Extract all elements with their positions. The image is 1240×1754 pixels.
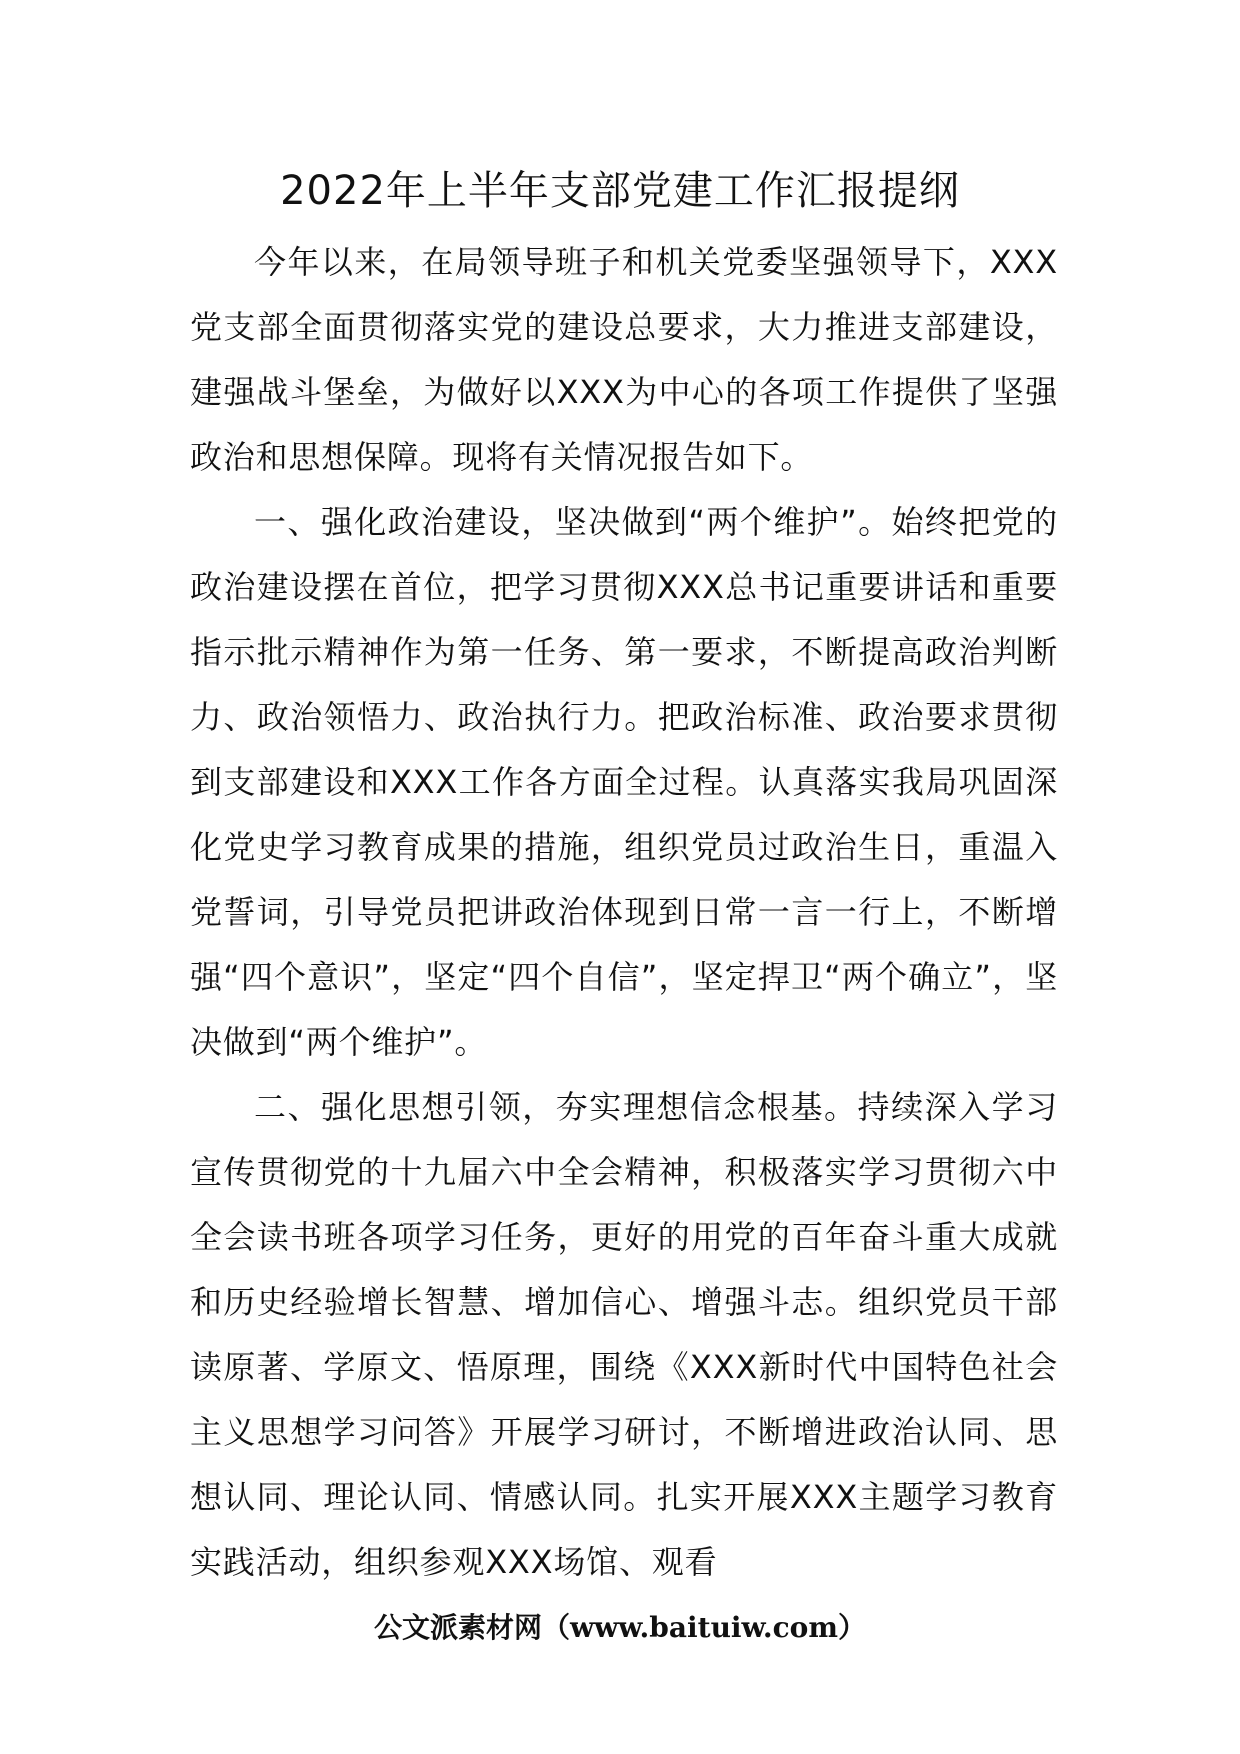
paragraph-intro: 今年以来，在局领导班子和机关党委坚强领导下，XXX党支部全面贯彻落实党的建设总要求，大力推进支部建设，建强战斗堡垒，为做好以XXX为中心的各项工作提供了坚强政治和思想保障。现将有关情况报告如下。	[190, 243, 1058, 476]
paragraph-section-two: 二、强化思想引领，夯实理想信念根基。持续深入学习宣传贯彻党的十九届六中全会精神，积极落实学习贯彻六中全会读书班各项学习任务，更好的用党的百年奋斗重大成就和历史经验增长智慧、增加信心、增强斗志。组织党员干部读原著、学原文、悟原理，围绕《XXX新时代中国特色社会主义思想学习问答》开展学习研讨，不断增进政治认同、思想认同、理论认同、情感认同。扎实开展XXX主题学习教育实践活动，组织参观XXX场馆、观看	[190, 1088, 1058, 1581]
document-body	[190, 230, 1058, 1595]
paragraph-section-one: 一、强化政治建设，坚决做到“两个维护”。始终把党的政治建设摆在首位，把学习贯彻XXX总书记重要讲话和重要指示批示精神作为第一任务、第一要求，不断提高政治判断力、政治领悟力、政治执行力。把政治标准、政治要求贯彻到支部建设和XXX工作各方面全过程。认真落实我局巩固深化党史学习教育成果的措施，组织党员过政治生日，重温入党誓词，引导党员把讲政治体现到日常一言一行上，不断增强“四个意识”，坚定“四个自信”，坚定捍卫“两个确立”，坚决做到“两个维护”。	[190, 503, 1058, 1061]
source-watermark-footer: 公文派素材网（www.baituiw.com）	[374, 1611, 866, 1644]
document-title: 2022年上半年支部党建工作汇报提纲	[280, 168, 960, 214]
